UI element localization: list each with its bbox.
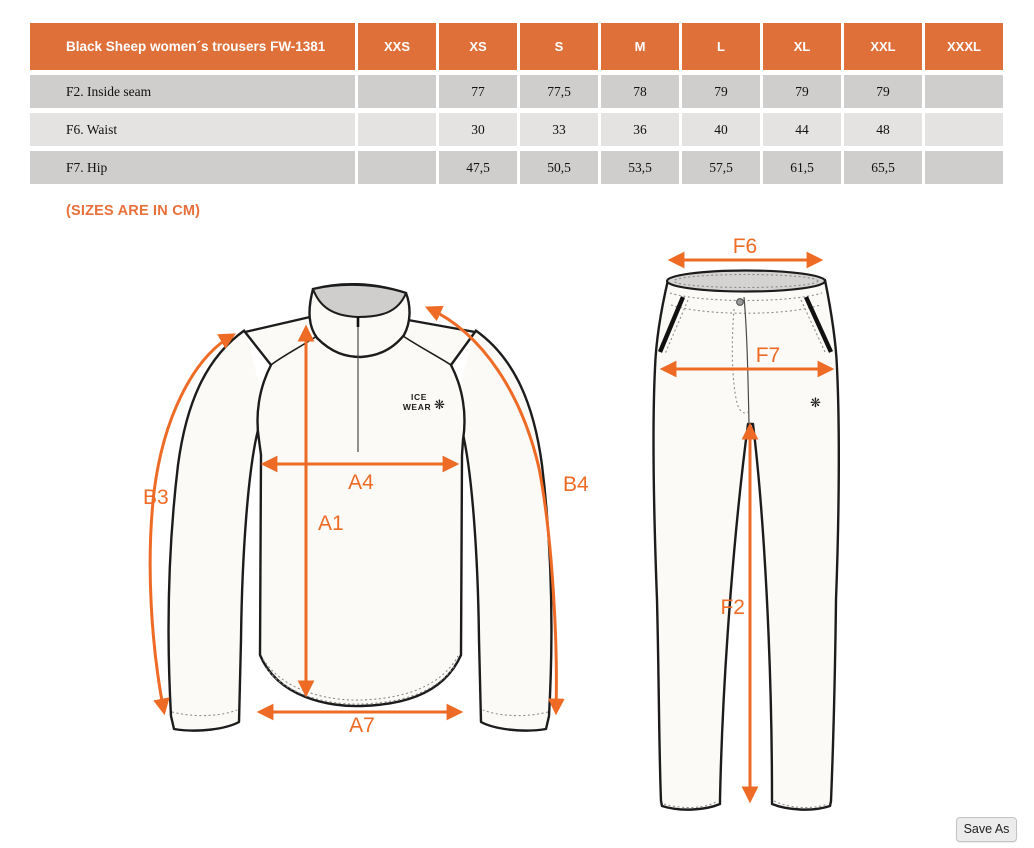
- trousers-body: [654, 280, 839, 810]
- table-row-inside-seam: [30, 75, 1003, 108]
- cell: 65,5: [844, 151, 922, 184]
- measure-label-a7: A7: [349, 714, 375, 737]
- shirt-right-sleeve: [458, 330, 551, 731]
- cell: 47,5: [439, 151, 517, 184]
- cell: 50,5: [520, 151, 598, 184]
- sizes-note: (SIZES ARE IN CM): [66, 203, 201, 219]
- shirt-torso: [245, 313, 475, 706]
- col-header-xxxl: XXXL: [925, 23, 1003, 70]
- cell: [358, 75, 436, 108]
- trousers-snowflake-icon: ❋: [810, 396, 821, 411]
- table-row-hip: [30, 151, 1003, 184]
- cell: 79: [763, 75, 841, 108]
- cell: 53,5: [601, 151, 679, 184]
- trousers-button: [737, 299, 744, 306]
- col-header-l: L: [682, 23, 760, 70]
- logo-snowflake-icon: ❋: [434, 398, 445, 413]
- measure-label-a4: A4: [348, 471, 374, 494]
- cell: 79: [844, 75, 922, 108]
- measure-label-f7: F7: [755, 344, 781, 367]
- cell: 77,5: [520, 75, 598, 108]
- row-label: F7. Hip: [30, 151, 355, 184]
- table-row-waist: [30, 113, 1003, 146]
- trousers-waist-opening: [667, 271, 825, 292]
- cell: [925, 75, 1003, 108]
- measure-label-f6: F6: [732, 235, 758, 258]
- table-title: Black Sheep women´s trousers FW-1381: [30, 23, 355, 70]
- col-header-xs: XS: [439, 23, 517, 70]
- cell: 40: [682, 113, 760, 146]
- measure-label-b3: B3: [143, 486, 169, 509]
- table-header-row: [30, 23, 1003, 70]
- logo-text-ice: ICE: [411, 392, 427, 402]
- logo-text-wear: WEAR: [402, 402, 432, 412]
- garment-drawings: [0, 230, 1034, 848]
- col-header-xl: XL: [763, 23, 841, 70]
- cell: 78: [601, 75, 679, 108]
- measure-label-f2: F2: [720, 596, 745, 619]
- save-as-button[interactable]: Save As: [956, 817, 1017, 842]
- cell: 33: [520, 113, 598, 146]
- cell: 79: [682, 75, 760, 108]
- col-header-xxs: XXS: [358, 23, 436, 70]
- cell: [925, 151, 1003, 184]
- cell: 61,5: [763, 151, 841, 184]
- col-header-s: S: [520, 23, 598, 70]
- cell: [358, 151, 436, 184]
- shirt-drawing: [143, 284, 589, 737]
- measure-label-a1: A1: [318, 512, 344, 535]
- cell: [925, 113, 1003, 146]
- cell: 48: [844, 113, 922, 146]
- trousers-drawing: [654, 235, 839, 810]
- row-label: F6. Waist: [30, 113, 355, 146]
- cell: 30: [439, 113, 517, 146]
- row-label: F2. Inside seam: [30, 75, 355, 108]
- cell: 44: [763, 113, 841, 146]
- cell: [358, 113, 436, 146]
- cell: 36: [601, 113, 679, 146]
- cell: 77: [439, 75, 517, 108]
- col-header-xxl: XXL: [844, 23, 922, 70]
- size-chart-table: [27, 18, 1006, 189]
- col-header-m: M: [601, 23, 679, 70]
- cell: 57,5: [682, 151, 760, 184]
- measure-label-b4: B4: [563, 473, 589, 496]
